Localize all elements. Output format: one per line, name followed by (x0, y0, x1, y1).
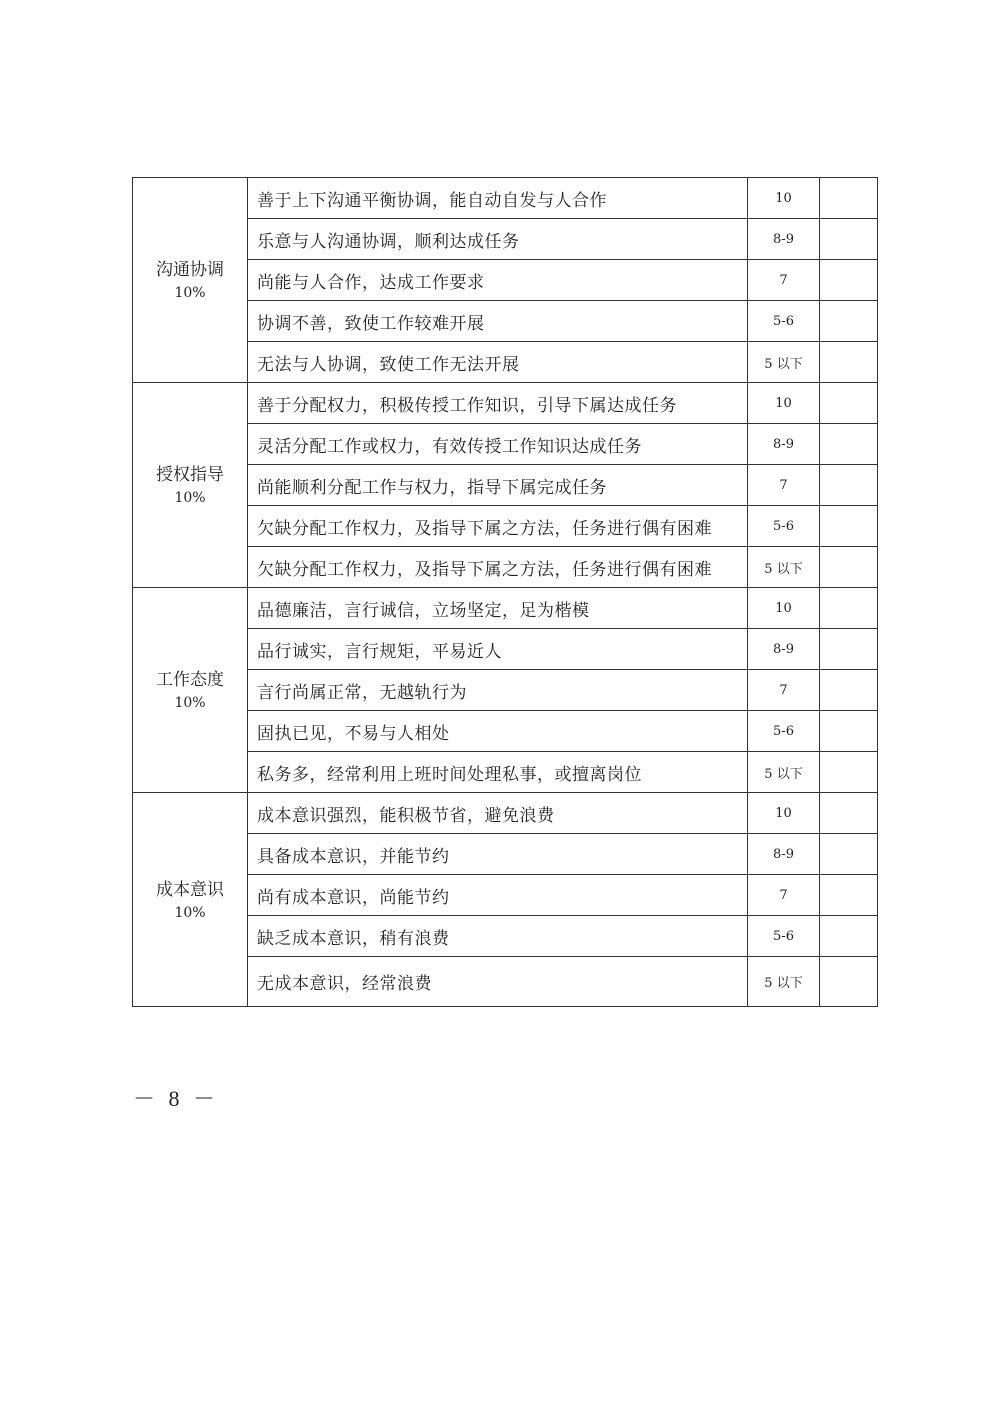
score-range: 7 (748, 260, 820, 301)
score-range: 8-9 (748, 834, 820, 875)
table-row (133, 793, 878, 834)
score-range: 8-9 (748, 219, 820, 260)
score-range: 7 (748, 670, 820, 711)
score-range: 5-6 (748, 916, 820, 957)
category-weight: 10% (174, 490, 206, 506)
score-range: 5 以下 (748, 342, 820, 383)
criteria-description: 私务多，经常利用上班时间处理私事，或擅离岗位 (248, 752, 748, 793)
criteria-description: 乐意与人沟通协调，顺利达成任务 (248, 219, 748, 260)
score-range: 10 (748, 178, 820, 219)
category-name: 工作态度 (156, 670, 224, 690)
score-input-cell[interactable] (820, 834, 878, 875)
category-cell (133, 588, 248, 793)
category-cell (133, 383, 248, 588)
score-range: 5 以下 (748, 547, 820, 588)
category-cell (133, 178, 248, 383)
score-range: 8-9 (748, 424, 820, 465)
score-range: 7 (748, 875, 820, 916)
score-input-cell[interactable] (820, 342, 878, 383)
category-weight: 10% (174, 285, 206, 301)
table-row (133, 178, 878, 219)
score-range: 7 (748, 465, 820, 506)
score-range: 5-6 (748, 301, 820, 342)
category-cell (133, 793, 248, 1007)
score-input-cell[interactable] (820, 752, 878, 793)
score-input-cell[interactable] (820, 957, 878, 1007)
criteria-description: 灵活分配工作或权力，有效传授工作知识达成任务 (248, 424, 748, 465)
criteria-description: 成本意识强烈，能积极节省，避免浪费 (248, 793, 748, 834)
score-input-cell[interactable] (820, 547, 878, 588)
criteria-description: 具备成本意识，并能节约 (248, 834, 748, 875)
score-input-cell[interactable] (820, 178, 878, 219)
category-weight: 10% (174, 904, 206, 921)
score-range: 5 以下 (748, 957, 820, 1007)
criteria-description: 尚有成本意识，尚能节约 (248, 875, 748, 916)
category-name: 沟通协调 (156, 260, 224, 280)
score-input-cell[interactable] (820, 219, 878, 260)
score-range: 5-6 (748, 711, 820, 752)
score-input-cell[interactable] (820, 793, 878, 834)
score-input-cell[interactable] (820, 383, 878, 424)
criteria-description: 欠缺分配工作权力，及指导下属之方法，任务进行偶有困难 (248, 547, 748, 588)
score-input-cell[interactable] (820, 916, 878, 957)
table-row (133, 588, 878, 629)
criteria-description: 无法与人协调，致使工作无法开展 (248, 342, 748, 383)
score-input-cell[interactable] (820, 588, 878, 629)
score-range: 5 以下 (748, 752, 820, 793)
score-input-cell[interactable] (820, 506, 878, 547)
criteria-description: 欠缺分配工作权力，及指导下属之方法，任务进行偶有困难 (248, 506, 748, 547)
criteria-description: 品德廉洁，言行诚信，立场坚定，足为楷模 (248, 588, 748, 629)
score-input-cell[interactable] (820, 301, 878, 342)
category-name: 成本意识 (156, 879, 224, 900)
score-range: 5-6 (748, 506, 820, 547)
score-input-cell[interactable] (820, 424, 878, 465)
criteria-description: 善于上下沟通平衡协调，能自动自发与人合作 (248, 178, 748, 219)
score-input-cell[interactable] (820, 875, 878, 916)
category-weight: 10% (174, 695, 206, 711)
criteria-description: 协调不善，致使工作较难开展 (248, 301, 748, 342)
category-name: 授权指导 (156, 465, 224, 485)
criteria-description: 尚能与人合作，达成工作要求 (248, 260, 748, 301)
criteria-description: 品行诚实，言行规矩，平易近人 (248, 629, 748, 670)
score-input-cell[interactable] (820, 711, 878, 752)
table-row (133, 383, 878, 424)
page-number: － 8 － (133, 1086, 220, 1111)
score-input-cell[interactable] (820, 670, 878, 711)
evaluation-table (132, 177, 878, 1007)
criteria-description: 尚能顺利分配工作与权力，指导下属完成任务 (248, 465, 748, 506)
score-range: 8-9 (748, 629, 820, 670)
criteria-description: 无成本意识，经常浪费 (248, 957, 748, 1007)
score-input-cell[interactable] (820, 629, 878, 670)
criteria-description: 固执已见，不易与人相处 (248, 711, 748, 752)
criteria-description: 缺乏成本意识，稍有浪费 (248, 916, 748, 957)
criteria-description: 善于分配权力，积极传授工作知识，引导下属达成任务 (248, 383, 748, 424)
criteria-description: 言行尚属正常，无越轨行为 (248, 670, 748, 711)
score-input-cell[interactable] (820, 260, 878, 301)
score-range: 10 (748, 383, 820, 424)
score-input-cell[interactable] (820, 465, 878, 506)
score-range: 10 (748, 793, 820, 834)
score-range: 10 (748, 588, 820, 629)
